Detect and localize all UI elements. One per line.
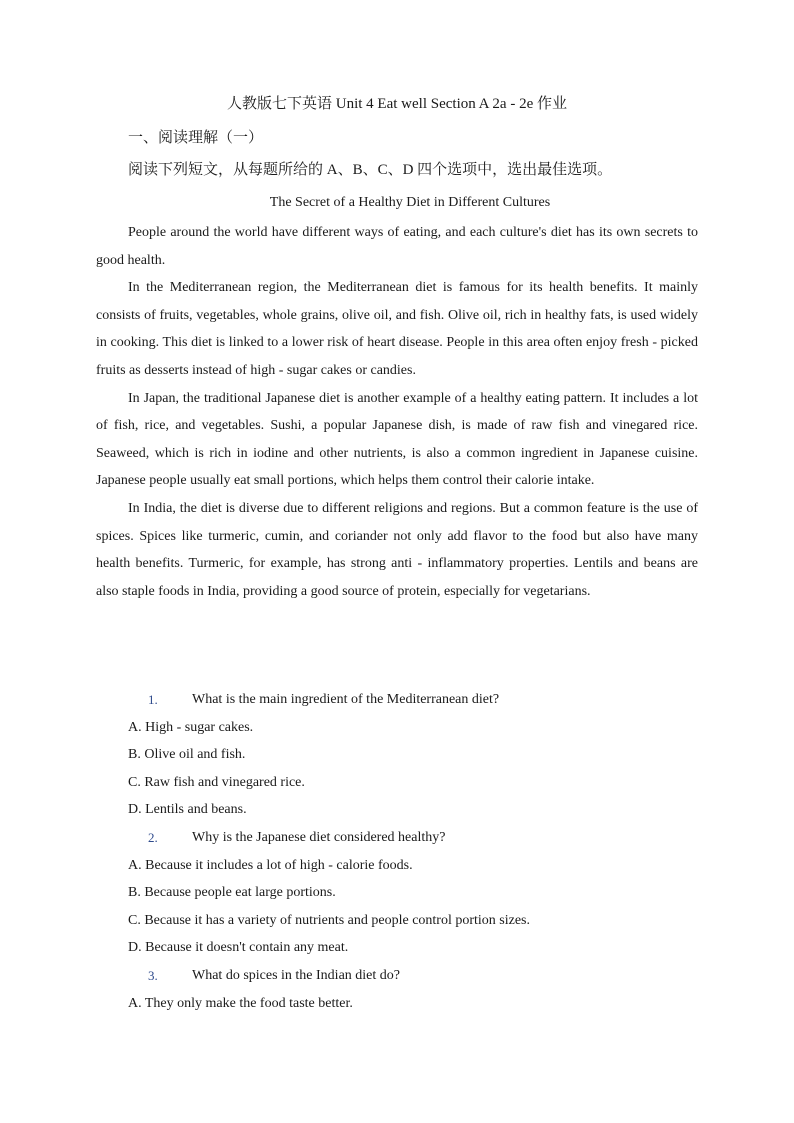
question-text: Why is the Japanese diet considered healthy? (192, 829, 446, 845)
answer-option: C. Raw fish and vinegared rice. (128, 774, 305, 790)
answer-option: A. They only make the food taste better. (128, 995, 353, 1011)
answer-option: D. Lentils and beans. (128, 802, 247, 818)
paragraph: People around the world have different ways of eating, and each culture's diet has its own secrets to good health. (96, 225, 698, 268)
answer-option: A. Because it includes a lot of high - calorie foods. (128, 857, 413, 873)
question-text: What is the main ingredient of the Mediterranean diet? (192, 692, 500, 707)
answer-option: B. Olive oil and fish. (128, 747, 246, 763)
question-stem (128, 962, 698, 990)
article-title: The Secret of a Healthy Diet in Different Cultures (269, 195, 551, 210)
question-text: What do spices in the Indian diet do? (192, 967, 400, 983)
answer-option: D. Because it doesn't contain any meat. (128, 940, 349, 956)
answer-option: A. High - sugar cakes. (128, 719, 254, 735)
question-number: 2. (148, 829, 158, 845)
answer-option: B. Because people eat large portions. (128, 885, 336, 901)
article-body (96, 219, 698, 605)
paragraph: In the Mediterranean region, the Mediterranean diet is famous for its health benefits. It mainly consists of fruits, vegetables, whole grains, olive oil, and fish. Olive oil, rich in healthy fats, is used widely in cooking. This diet is linked to a lower risk of heart disease. People in this area often enjoy fresh - picked fruits as desserts instead of high - sugar cakes or candies. (96, 280, 698, 378)
question-number: 1. (148, 692, 158, 707)
section-heading: 一、阅读理解（一） (128, 130, 264, 146)
question-number: 3. (148, 967, 158, 983)
question-stem (128, 824, 698, 852)
question-stem (128, 686, 698, 714)
document-title: 人教版七下英语 Unit 4 Eat well Section A 2a - 2e 作业 (227, 96, 567, 112)
instruction-text: 阅读下列短文，从每题所给的 A、B、C、D 四个选项中，选出最佳选项。 (128, 162, 613, 178)
answer-option: C. Because it has a variety of nutrients and people control portion sizes. (128, 912, 531, 928)
paragraph: In India, the diet is diverse due to different religions and regions. But a common feature is the use of spices. Spices like turmeric, cumin, and coriander not only add flavor to the food but also have many health benefits. Turmeric, for example, has strong anti - inflammatory properties. Lentils and beans are also staple foods in India, providing a good source of protein, especially for vegetarians. (96, 500, 698, 599)
question-list (128, 686, 698, 1017)
paragraph: In Japan, the traditional Japanese diet is another example of a healthy eating pattern. It includes a lot of fish, rice, and vegetables. Sushi, a popular Japanese dish, is made of raw fish and vinegared rice. Seaweed, which is rich in iodine and other nutrients, is also a common ingredient in Japanese cuisine. Japanese people usually eat small portions, which helps them control their calorie intake. (96, 390, 698, 489)
